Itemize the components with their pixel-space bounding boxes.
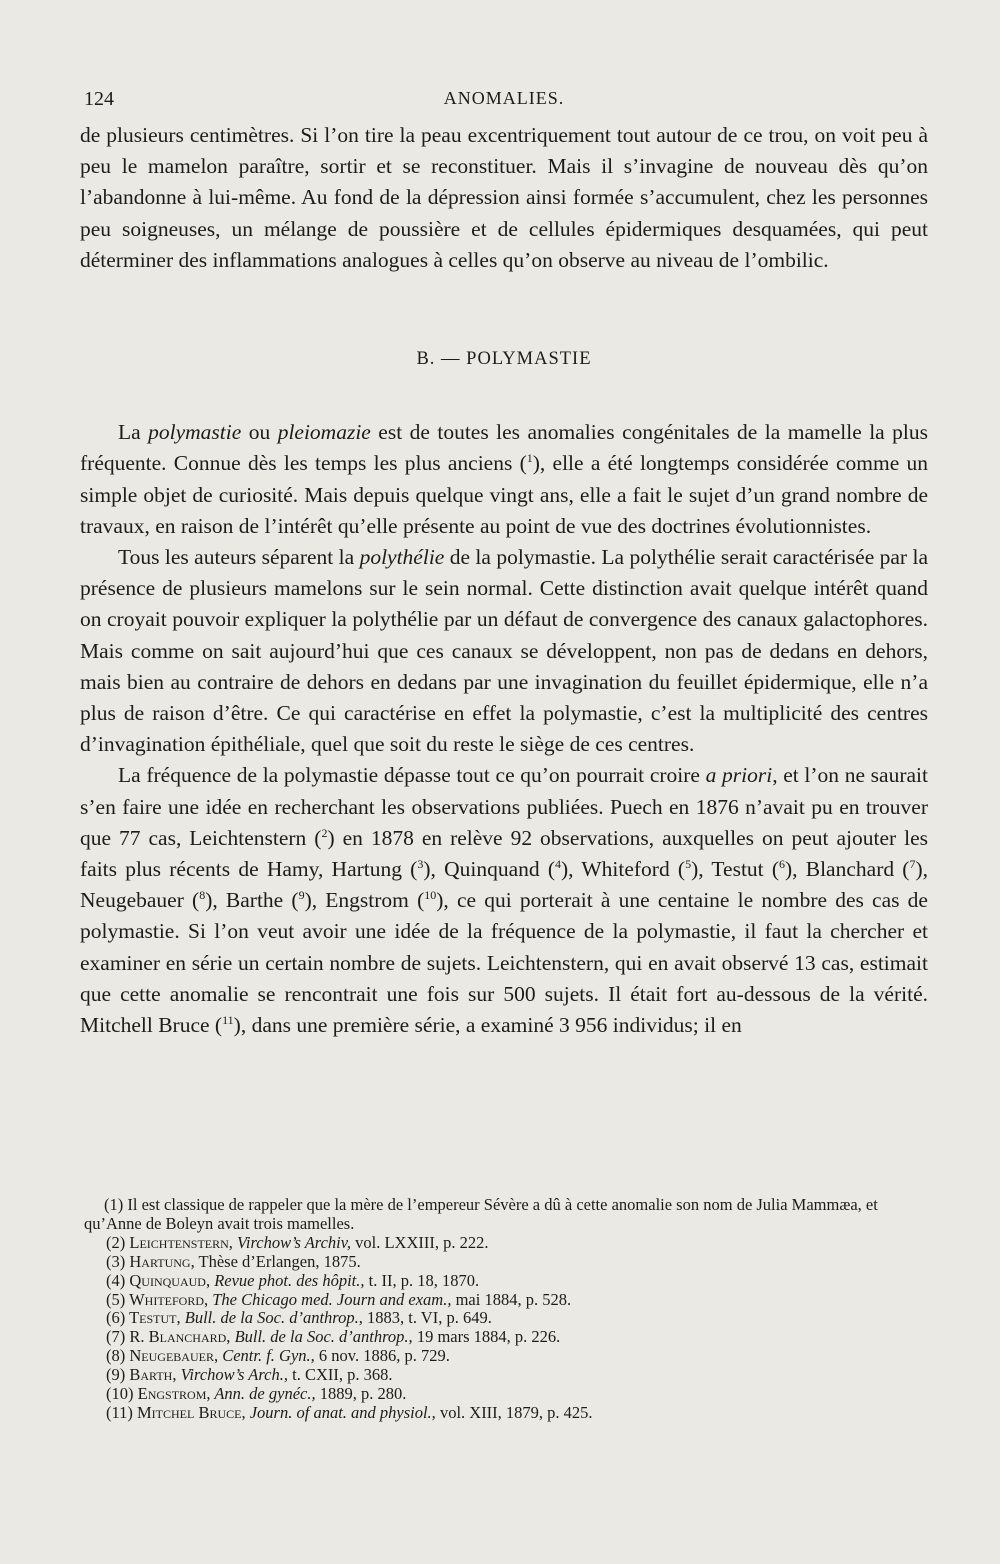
footnote-ref[interactable]: 7 [909, 856, 916, 871]
footnote-ref[interactable]: 9 [298, 888, 305, 903]
page-number: 124 [84, 88, 114, 110]
section-heading: B. — POLYMASTIE [416, 349, 592, 370]
footnote-ref[interactable]: 4 [555, 856, 561, 871]
footnote: (5) Whiteford, The Chicago med. Journ and exam., mai 1884, p. 528. [106, 1289, 572, 1309]
paragraph: Tous les auteurs séparent la polythélie de la polymastie. La polythélie serait caractérisée par la présence de plusieurs mamelons sur le sein normal. Cette distinction avait quelque intérêt quand on croyait pouvoir expliquer la polythélie par un défaut de convergence des canaux galactophores. Mais comme on sait aujourd’hui que ces canaux se développent, non pas de dedans en dehors, mais bien au contraire de dehors en dedans par une invagination du feuillet épidermique, elle n’a plus de raison d’être. Ce qui caractérise en effet la polymastie, c’est la multiplicité des centres d’invagination épithéliale, quel que soit du reste le siège de ces centres. [80, 545, 928, 757]
footnotes [84, 1196, 932, 1423]
footnote: (1) Il est classique de rappeler que la mère de l’empereur Sévère a dû à cette anomalie son nom de Julia Mammæa, et qu’Anne de Boleyn avait trois mamelles. [84, 1195, 878, 1233]
footnote-ref[interactable]: 8 [199, 888, 206, 903]
running-title: ANOMALIES. [443, 88, 565, 108]
footnote: (6) Testut, Bull. de la Soc. d’anthrop., 1883, t. VI, p. 649. [106, 1308, 492, 1328]
footnote: (2) Leichtenstern, Virchow’s Archiv, vol. LXXIII, p. 222. [106, 1232, 489, 1252]
footnote-ref[interactable]: 10 [424, 888, 437, 903]
footnote: (3) Hartung, Thèse d’Erlangen, 1875. [106, 1251, 361, 1271]
main-text [80, 120, 928, 1041]
footnote-ref[interactable]: 11 [222, 1012, 234, 1027]
paragraph: de plusieurs centimètres. Si l’on tire la peau excentriquement tout autour de ce trou, on voit peu à peu le mamelon paraître, sortir et se reconstituer. Mais il s’invagine de nouveau dès qu’on l’abandonne à lui-même. Au fond de la dépression ainsi formée s’accumulent, chez les personnes peu soigneuses, un mélange de poussière et de cellules épidermiques desquamées, qui peut déterminer des inflammations analogues à celles qu’on observe au niveau de l’ombilic. [80, 123, 928, 272]
footnote: (10) Engstrom, Ann. de gynéc., 1889, p. 280. [106, 1384, 407, 1404]
footnote: (8) Neugebauer, Centr. f. Gyn., 6 nov. 1886, p. 729. [106, 1346, 450, 1366]
page-header [84, 88, 924, 116]
footnote-ref[interactable]: 5 [685, 856, 692, 871]
footnote: (11) Mitchel Bruce, Journ. of anat. and physiol., vol. XIII, 1879, p. 425. [106, 1402, 593, 1422]
footnote-ref[interactable]: 1 [526, 451, 533, 466]
footnote: (7) R. Blanchard, Bull. de la Soc. d’anthrop., 19 mars 1884, p. 226. [106, 1327, 561, 1347]
footnote-ref[interactable]: 2 [321, 825, 328, 840]
footnote: (4) Quinquaud, Revue phot. des hôpit., t. II, p. 18, 1870. [106, 1270, 480, 1290]
footnote-ref[interactable]: 3 [417, 856, 424, 871]
paragraph: La fréquence de la polymastie dépasse tout ce qu’on pourrait croire a priori, et l’on ne saurait s’en faire une idée en recherchant les observations publiées. Puech en 1876 n’avait pu en trouver que 77 cas, Leichtenstern ($^2$) en 1878 en relève 92 observations, auxquelles on peut ajouter les faits plus récents de Hamy, Hartung ($^3$), Quinquand ($^4$), Whiteford ($^5$), Testut ($^6$), Blanchard ($^7$), Neugebauer ($^8$), Barthe ($^9$), Engstrom ($^{10}$), ce qui porterait à une centaine le nombre des cas de polymastie. Si l’on veut avoir une idée de la fréquence de la polymastie, il faut la chercher et examiner en série un certain nombre de sujets. Leichtenstern, qui en avait observé 13 cas, estimait que cette anomalie se rencontrait une fois sur 500 sujets. Il était fort au-dessous de la vérité. Mitchell Bruce ($^{11}$), dans une première série, a examiné 3 956 individus; il en [80, 763, 929, 1038]
footnote: (9) Barth, Virchow’s Arch., t. CXII, p. 368. [106, 1365, 393, 1385]
footnote-ref[interactable]: 6 [779, 856, 786, 871]
paragraph: La polymastie ou pleiomazie est de toutes les anomalies congénitales de la mamelle la plus fréquente. Connue dès les temps les plus anciens ($^1$), elle a été longtemps considérée comme un simple objet de curiosité. Mais depuis quelque vingt ans, elle a fait le sujet d’un grand nombre de travaux, en raison de l’intérêt qu’elle présente au point de vue des doctrines évolutionnistes. [80, 420, 929, 538]
